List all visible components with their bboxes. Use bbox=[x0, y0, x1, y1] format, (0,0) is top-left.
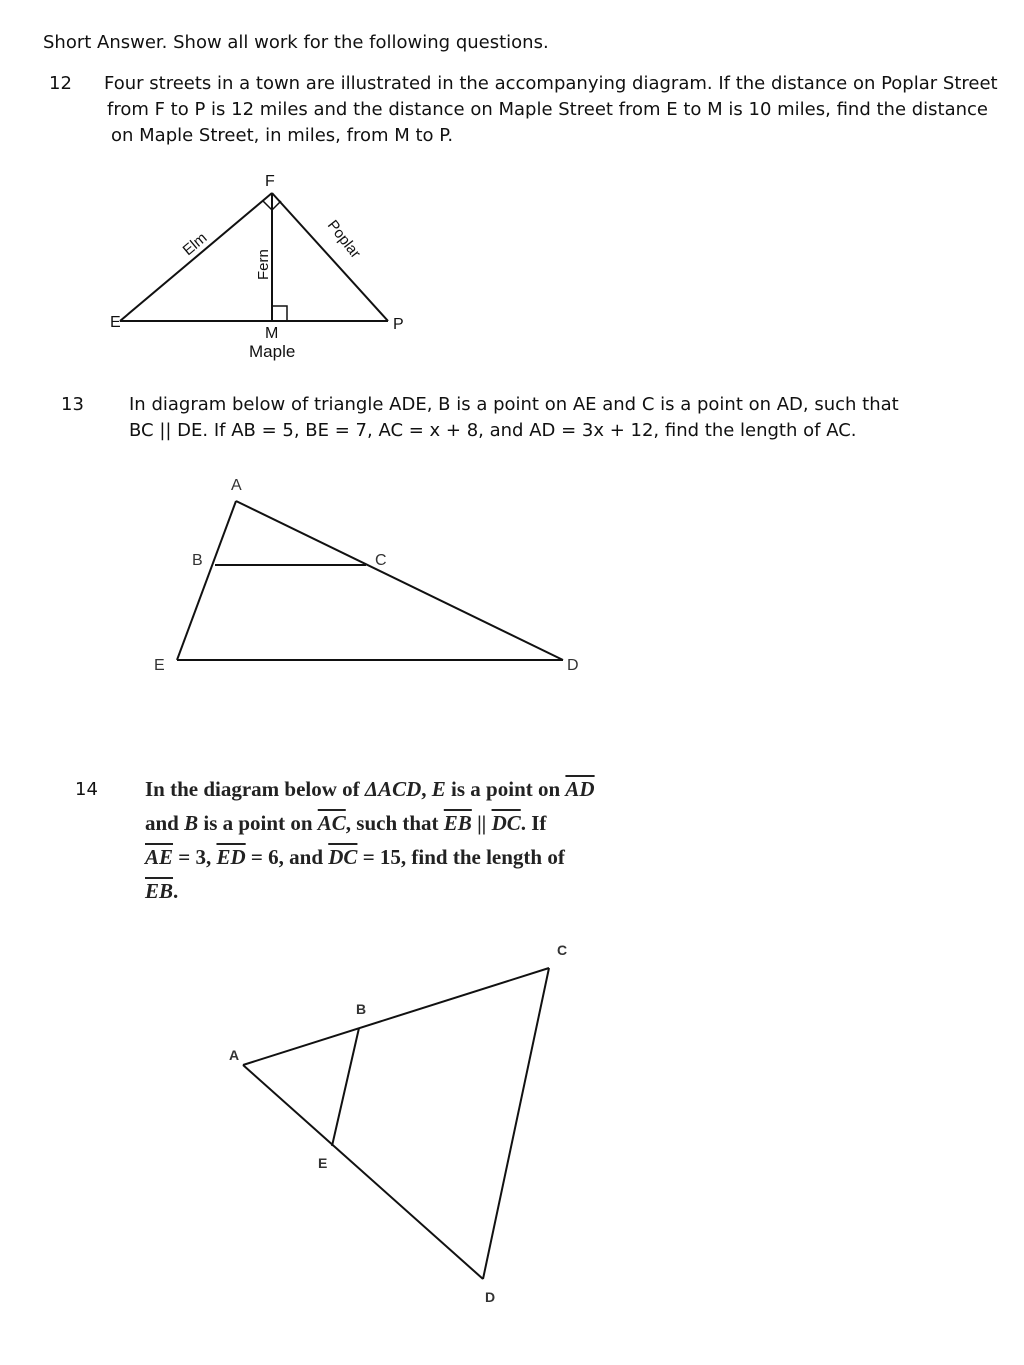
point-label: P bbox=[393, 316, 404, 333]
question-text-line: $\overline{AE} = 3$, $\overline{ED} = 6$, and $\overline{DC} = 15$, find the length of bbox=[145, 845, 565, 869]
question-text-line: Four streets in a town are illustrated in the accompanying diagram. If the distance on Poplar Street bbox=[104, 73, 998, 94]
segment-ad bbox=[243, 1065, 483, 1279]
question-number: 14 bbox=[75, 779, 98, 800]
point-label: E bbox=[154, 657, 165, 674]
point-label: A bbox=[229, 1047, 240, 1063]
point-label: C bbox=[375, 552, 387, 569]
point-label: D bbox=[485, 1289, 496, 1305]
question-text-line: and B is a point on $\overline{AC}$, such that $\overline{EB}$ || $\overline{DC}$. If bbox=[145, 811, 547, 835]
point-label: B bbox=[356, 1001, 367, 1017]
point-label: E bbox=[318, 1155, 328, 1171]
segment-ad bbox=[236, 501, 563, 660]
diagram-14 bbox=[243, 968, 549, 1279]
section-header: Short Answer. Show all work for the following questions. bbox=[43, 32, 549, 53]
street-label: Fern bbox=[255, 249, 272, 280]
segment-ae bbox=[177, 501, 236, 660]
question-text-line: on Maple Street, in miles, from M to P. bbox=[111, 125, 454, 146]
elm-street-line bbox=[120, 193, 272, 321]
diagram-13-labels bbox=[154, 477, 579, 674]
right-angle-marker bbox=[272, 306, 287, 321]
street-label: Poplar bbox=[323, 216, 364, 262]
diagram-12-labels bbox=[110, 173, 404, 361]
question-text-line: $\overline{EB}$. bbox=[145, 879, 179, 903]
point-label: D bbox=[567, 657, 579, 674]
point-label: F bbox=[265, 173, 275, 190]
segment-eb bbox=[332, 1028, 359, 1146]
question-text-line: BC || DE. If AB = 5, BE = 7, AC = x + 8, and AD = 3x + 12, find the length of AC. bbox=[129, 420, 857, 441]
point-label: A bbox=[231, 477, 242, 494]
question-number: 12 bbox=[49, 73, 72, 94]
poplar-street-line bbox=[272, 193, 388, 321]
question-text-line: In diagram below of triangle ADE, B is a point on AE and C is a point on AD, such that bbox=[129, 394, 899, 415]
point-label: M bbox=[265, 325, 279, 342]
point-label: E bbox=[110, 314, 121, 331]
point-label: B bbox=[192, 552, 203, 569]
segment-ac bbox=[243, 968, 549, 1065]
street-label: Maple bbox=[249, 342, 296, 361]
question-text-line: from F to P is 12 miles and the distance on Maple Street from E to M is 10 miles, find the distance bbox=[107, 99, 989, 120]
street-label: Elm bbox=[179, 229, 211, 260]
question-text-line: In the diagram below of ΔACD, E is a point on $\overline{AD}$ bbox=[145, 777, 595, 801]
segment-cd bbox=[483, 968, 549, 1279]
question-number: 13 bbox=[61, 394, 84, 415]
point-label: C bbox=[557, 942, 568, 958]
diagram-13 bbox=[177, 501, 563, 660]
